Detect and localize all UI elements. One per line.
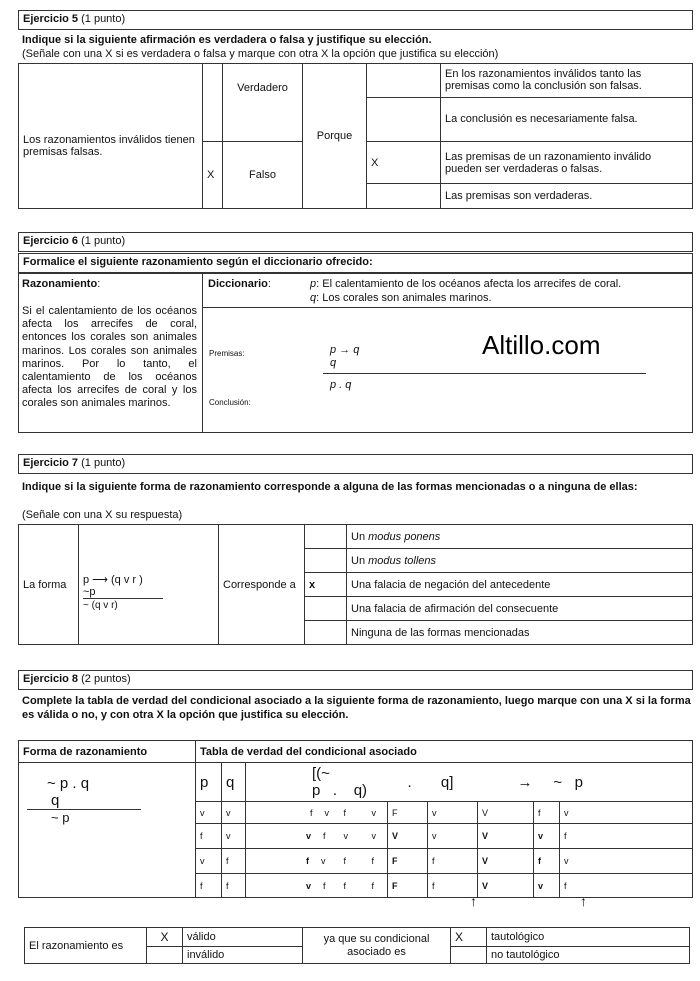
ex6-instruction-box bbox=[18, 253, 693, 273]
ex5-table bbox=[18, 63, 693, 209]
ex5-opt-mark-4[interactable] bbox=[367, 184, 441, 209]
ex8-ya-que: ya que su condicional asociado es bbox=[303, 928, 451, 964]
cell[interactable]: v f bbox=[246, 874, 340, 898]
ex5-porque: Porque bbox=[303, 64, 367, 209]
cell[interactable]: F bbox=[388, 849, 428, 874]
ex6-points: (1 punto) bbox=[81, 235, 126, 247]
ex7-points: (1 punto) bbox=[81, 457, 126, 469]
ex8-form-2: q bbox=[27, 792, 141, 810]
cell[interactable]: f bbox=[196, 824, 222, 849]
ex7-header bbox=[18, 454, 693, 474]
ex8-h-main: . q] bbox=[388, 763, 478, 802]
ex7-option-3: Una falacia de negación del antecedente bbox=[347, 573, 693, 597]
ex5-option-3: Las premisas de un razonamiento inválido pueden ser verdaderas o falsas. bbox=[441, 141, 693, 184]
ex8-header-row bbox=[19, 763, 693, 802]
ex8-h-q: q bbox=[222, 763, 246, 802]
ex8-invalido: inválido bbox=[183, 947, 303, 964]
ex7-form bbox=[79, 525, 219, 645]
cell[interactable]: v bbox=[222, 824, 246, 849]
cell[interactable]: V bbox=[478, 874, 534, 898]
cell[interactable]: f bbox=[222, 874, 246, 898]
cell[interactable]: v bbox=[222, 802, 246, 824]
ex5-mark-verdadero-cell[interactable] bbox=[203, 64, 223, 142]
ex7-form-2: ~p bbox=[83, 586, 163, 599]
cell[interactable]: f v bbox=[246, 849, 340, 874]
cell[interactable]: V bbox=[478, 849, 534, 874]
ex8-form-3: ~ p bbox=[51, 810, 70, 825]
cell[interactable]: f bbox=[428, 849, 478, 874]
cell[interactable]: F bbox=[388, 802, 428, 824]
ex8-tautologico: tautológico bbox=[487, 928, 690, 947]
cell[interactable]: v bbox=[368, 824, 388, 849]
ex5-header bbox=[18, 10, 693, 30]
cell[interactable]: v bbox=[196, 849, 222, 874]
cell[interactable]: f bbox=[534, 802, 560, 824]
cell[interactable]: v bbox=[368, 802, 388, 824]
ex8-el-razonamiento: El razonamiento es bbox=[25, 928, 147, 964]
cell[interactable]: V bbox=[388, 824, 428, 849]
ex7-mark-4[interactable] bbox=[305, 597, 347, 621]
ex8-h-p: p bbox=[196, 763, 222, 802]
cell[interactable]: f bbox=[560, 824, 693, 849]
ex5-opt-mark-2[interactable] bbox=[367, 97, 441, 141]
ex7-option-4: Una falacia de afirmación del consecuente bbox=[347, 597, 693, 621]
ex5-verdadero: Verdadero bbox=[223, 64, 303, 142]
cell[interactable]: f bbox=[222, 849, 246, 874]
cell[interactable]: f bbox=[368, 874, 388, 898]
cell[interactable]: f bbox=[340, 849, 368, 874]
ex7-table bbox=[18, 524, 693, 645]
ex5-title: Ejercicio 5 bbox=[23, 13, 79, 25]
ex7-mark-1[interactable] bbox=[305, 525, 347, 549]
cell[interactable]: V bbox=[478, 824, 534, 849]
ex6-premisas-label: Premisas: bbox=[209, 349, 245, 358]
ex8-form-1: ~ p . q bbox=[47, 775, 90, 792]
ex6-title: Ejercicio 6 bbox=[23, 235, 79, 247]
cell[interactable]: f bbox=[196, 874, 222, 898]
ex8-form bbox=[19, 763, 196, 898]
ex8-title: Ejercicio 8 bbox=[23, 673, 79, 685]
ex6-dict-q: q: Los corales son animales marinos. bbox=[310, 292, 492, 304]
ex6-razonamiento-text: Si el calentamiento de los océanos afecta los arrecifes de coral, entonces los corales son animales marinos. Los corales son animales marinos. Por lo tanto, el calentamiento de los océanos afecta los arrecifes de coral y los corales son animales marinos. bbox=[22, 305, 197, 410]
ex8-points: (2 puntos) bbox=[81, 673, 131, 685]
ex5-instruction: Indique si la siguiente afirmación es verdadera o falsa y justifique su elección. bbox=[22, 34, 432, 46]
ex6-razonamiento-label: Razonamiento: bbox=[22, 278, 101, 290]
cell[interactable]: v bbox=[196, 802, 222, 824]
ex5-falso: Falso bbox=[223, 141, 303, 208]
ex6-inference-line bbox=[323, 373, 646, 374]
ex5-sub: (Señale con una X si es verdadera o falsa y marque con otra X la opción que justifica su elección) bbox=[22, 48, 499, 60]
cell[interactable]: f bbox=[340, 874, 368, 898]
ex5-opt-mark-3[interactable]: X bbox=[367, 141, 441, 184]
cell[interactable]: v bbox=[428, 824, 478, 849]
ex8-tabla-label: Tabla de verdad del condicional asociado bbox=[196, 741, 693, 763]
ex7-title: Ejercicio 7 bbox=[23, 457, 79, 469]
cell[interactable]: v bbox=[340, 824, 368, 849]
ex7-option-5: Ninguna de las formas mencionadas bbox=[347, 621, 693, 645]
ex7-form-1: p ⟶ (q v r ) bbox=[83, 573, 143, 586]
ex7-mark-3[interactable]: x bbox=[305, 573, 347, 597]
ex5-statement: Los razonamientos inválidos tienen premisas falsas. bbox=[19, 64, 203, 209]
cell[interactable]: f v bbox=[246, 802, 340, 824]
ex8-forma-label: Forma de razonamiento bbox=[19, 741, 196, 763]
cell[interactable]: v bbox=[560, 849, 693, 874]
ex7-mark-2[interactable] bbox=[305, 549, 347, 573]
ex5-points: (1 punto) bbox=[81, 13, 126, 25]
ex8-h-formula: [(~ p . q) bbox=[246, 763, 388, 802]
ex5-opt-mark-1[interactable] bbox=[367, 64, 441, 98]
ex8-mark-tautologico[interactable]: X bbox=[451, 928, 487, 947]
ex5-option-2: La conclusión es necesariamente falsa. bbox=[441, 97, 693, 141]
cell[interactable]: v bbox=[534, 824, 560, 849]
ex8-arrow-cond: ↑ bbox=[580, 893, 587, 909]
cell[interactable]: v f bbox=[246, 824, 340, 849]
cell[interactable]: f bbox=[534, 849, 560, 874]
ex7-option-1: Un modus ponens bbox=[347, 525, 693, 549]
cell[interactable]: v bbox=[428, 802, 478, 824]
ex6-diccionario-label: Diccionario: bbox=[208, 278, 271, 290]
ex5-mark-falso[interactable]: X bbox=[203, 141, 223, 208]
ex6-premise-2: q bbox=[330, 357, 337, 369]
ex6-premise-1: p → q bbox=[330, 344, 360, 356]
ex8-instruction: Complete la tabla de verdad del condicional asociado a la siguiente forma de razonamiento, luego marque con una X si la forma es válida o no, y con otra X la opción que justifica su elección. bbox=[22, 695, 691, 721]
ex8-answer-table bbox=[24, 927, 690, 964]
ex7-option-2: Un modus tollens bbox=[347, 549, 693, 573]
ex8-h-cond: → ~ p bbox=[478, 763, 693, 802]
ex8-mark-invalido[interactable] bbox=[147, 947, 183, 964]
ex7-form-3: ~ (q v r) bbox=[83, 599, 118, 611]
ex5-option-4: Las premisas son verdaderas. bbox=[441, 184, 693, 209]
cell[interactable]: F bbox=[388, 874, 428, 898]
cell[interactable]: V bbox=[478, 802, 534, 824]
ex6-conclusion: p . q bbox=[330, 379, 352, 391]
watermark-altillo: Altillo.com bbox=[482, 330, 601, 360]
ex6-conclusion-label: Conclusión: bbox=[209, 398, 251, 407]
cell[interactable]: f bbox=[428, 874, 478, 898]
ex5-option-1: En los razonamientos inválidos tanto las premisas como la conclusión son falsas. bbox=[441, 64, 693, 98]
cell[interactable]: f bbox=[340, 802, 368, 824]
cell[interactable]: f bbox=[560, 874, 693, 898]
ex6-divider bbox=[202, 273, 203, 433]
cell[interactable]: f bbox=[368, 849, 388, 874]
ex7-la-forma: La forma bbox=[19, 525, 79, 645]
ex8-mark-valido[interactable]: X bbox=[147, 928, 183, 947]
cell[interactable]: v bbox=[534, 874, 560, 898]
ex8-no-tautologico: no tautológico bbox=[487, 947, 690, 964]
ex7-instruction: Indique si la siguiente forma de razonamiento corresponde a alguna de las formas mencionadas o a ninguna de ellas: bbox=[22, 481, 638, 493]
ex6-instruction: Formalice el siguiente razonamiento según el diccionario ofrecido: bbox=[23, 256, 373, 268]
ex6-dict-divider bbox=[202, 307, 693, 308]
ex7-mark-5[interactable] bbox=[305, 621, 347, 645]
ex7-sub: (Señale con una X su respuesta) bbox=[22, 509, 183, 521]
ex8-arrow-main: ↑ bbox=[470, 893, 477, 909]
ex8-header bbox=[18, 670, 693, 690]
ex7-corresponde: Corresponde a bbox=[219, 525, 305, 645]
ex8-table bbox=[18, 740, 693, 898]
ex6-dict-p: p: El calentamiento de los océanos afecta los arrecifes de coral. bbox=[310, 278, 622, 290]
ex8-valido: válido bbox=[183, 928, 303, 947]
ex8-mark-no-tautologico[interactable] bbox=[451, 947, 487, 964]
ex6-header bbox=[18, 232, 693, 252]
cell[interactable]: v bbox=[560, 802, 693, 824]
